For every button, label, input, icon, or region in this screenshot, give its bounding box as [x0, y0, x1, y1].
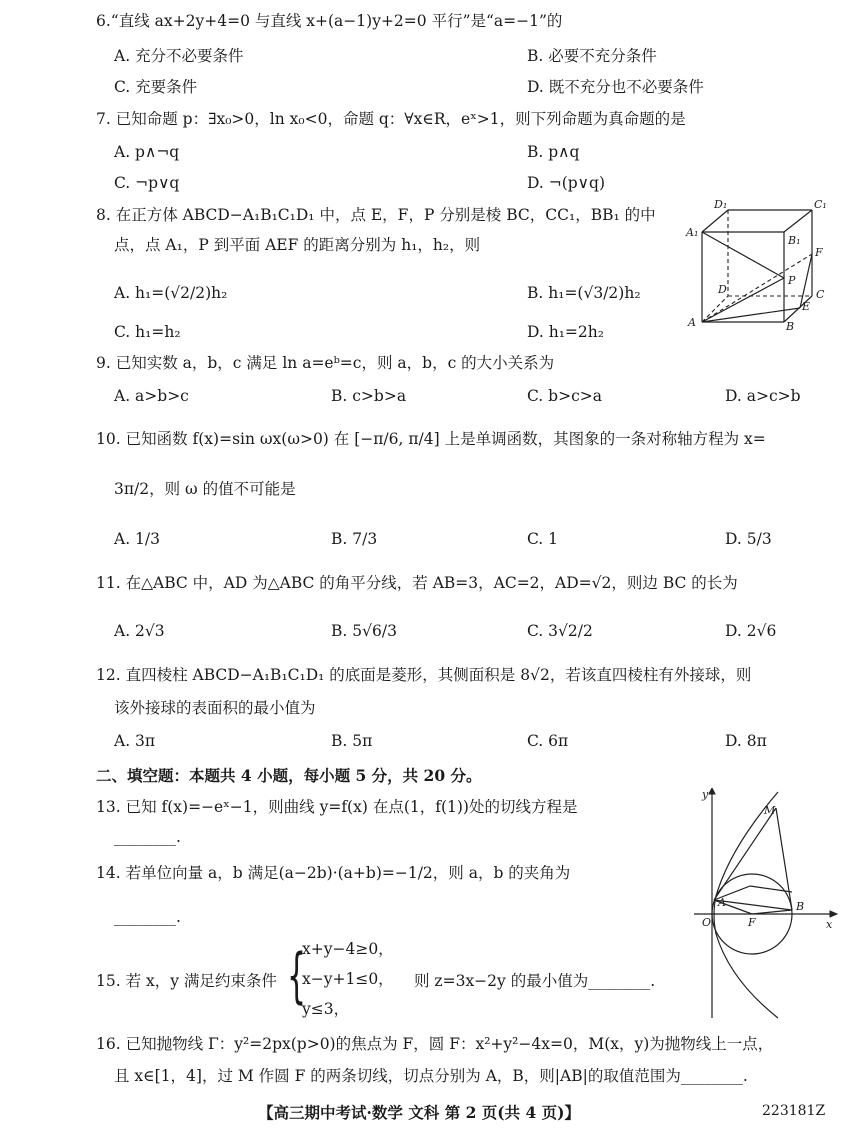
q6-option-d: D. 既不充分也不必要条件 [527, 78, 704, 96]
label-x: x [826, 918, 833, 931]
page-footer: 【高三期中考试·数学 文科 第 2 页(共 4 页)】 [258, 1103, 581, 1122]
q8-option-b: B. h₁=(√3/2)h₂ [527, 284, 641, 302]
paper-code: 223181Z [762, 1103, 826, 1119]
label-p: P [788, 274, 796, 287]
q11-option-a: A. 2√3 [114, 622, 165, 640]
q10-option-a: A. 1/3 [114, 530, 160, 548]
q8-stem-2: 点，点 A₁，P 到平面 AEF 的距离分别为 h₁，h₂，则 [114, 236, 481, 254]
q8-option-c: C. h₁=h₂ [114, 323, 181, 341]
q7-stem: 7. 已知命题 p：∃x₀>0，ln x₀<0，命题 q：∀x∈R，eˣ>1，则下列命题为真命题的是 [96, 110, 686, 128]
q9-option-a: A. a>b>c [114, 387, 189, 405]
q15-constraint-3: y≤3， [302, 1000, 350, 1018]
brace: { [287, 941, 307, 1011]
q15-prefix: 15. 若 x，y 满足约束条件 [96, 972, 277, 990]
label-a1: A₁ [686, 226, 699, 239]
q10-option-b: B. 7/3 [331, 530, 378, 548]
label-y: y [702, 788, 709, 801]
label-m: M [764, 804, 776, 817]
label-b2: B [796, 900, 805, 913]
label-c: C [816, 288, 825, 301]
q12-option-c: C. 6π [527, 732, 569, 750]
q7-option-a: A. p∧¬q [114, 143, 180, 161]
q16-stem-1: 16. 已知抛物线 Γ：y²=2px(p>0)的焦点为 F，圆 F：x²+y²−4x=0，M(x，y)为抛物线上一点， [96, 1035, 774, 1053]
parabola-figure [690, 788, 840, 1020]
label-d: D [718, 283, 727, 296]
q12-stem-2: 该外接球的表面积的最小值为 [114, 699, 316, 717]
q16-stem-2: 且 x∈[1，4]，过 M 作圆 F 的两条切线，切点分别为 A，B，则|AB|的取值范围为________. [114, 1067, 748, 1085]
label-b: B [786, 320, 795, 333]
q8-option-d: D. h₁=2h₂ [527, 323, 604, 341]
label-c1: C₁ [814, 198, 827, 211]
q10-option-d: D. 5/3 [725, 530, 772, 548]
q15-constraint-1: x+y−4≥0， [302, 940, 394, 958]
q7-option-d: D. ¬(p∨q) [527, 174, 605, 192]
q6-option-a: A. 充分不必要条件 [114, 47, 244, 65]
q11-stem: 11. 在△ABC 中，AD 为△ABC 的角平分线，若 AB=3，AC=2，AD=√2，则边 BC 的长为 [96, 574, 738, 592]
label-a2: A [718, 896, 726, 909]
cube-figure [684, 196, 834, 334]
q12-option-b: B. 5π [331, 732, 373, 750]
q14-stem: 14. 若单位向量 a，b 满足(a−2b)·(a+b)=−1/2，则 a，b 的夹角为 [96, 864, 571, 882]
q15-constraint-2: x−y+1≤0， [302, 970, 394, 988]
q9-option-d: D. a>c>b [725, 387, 801, 405]
q6-stem: 6.“直线 ax+2y+4=0 与直线 x+(a−1)y+2=0 平行”是“a=−1”的 [96, 12, 563, 30]
q11-option-b: B. 5√6/3 [331, 622, 397, 640]
q12-option-a: A. 3π [114, 732, 156, 750]
label-o: O [702, 916, 712, 929]
q12-stem-1: 12. 直四棱柱 ABCD−A₁B₁C₁D₁ 的底面是菱形，其侧面积是 8√2，若该直四棱柱有外接球，则 [96, 666, 752, 684]
q6-option-b: B. 必要不充分条件 [527, 47, 657, 65]
q10-stem-1: 10. 已知函数 f(x)=sin ωx(ω>0) 在 [−π/6, π/4] 上是单调函数，其图象的一条对称轴方程为 x= [96, 430, 766, 448]
q13-blank: ________. [114, 828, 181, 846]
q9-option-b: B. c>b>a [331, 387, 407, 405]
q11-option-d: D. 2√6 [725, 622, 777, 640]
label-a: A [688, 316, 696, 329]
q12-option-d: D. 8π [725, 732, 767, 750]
label-e: E [802, 300, 811, 313]
label-f2: F [748, 916, 756, 929]
q8-option-a: A. h₁=(√2/2)h₂ [114, 284, 228, 302]
q9-stem: 9. 已知实数 a，b，c 满足 ln a=eᵇ=c，则 a，b，c 的大小关系为 [96, 354, 555, 372]
q7-option-c: C. ¬p∨q [114, 174, 180, 192]
q10-stem-2: 3π/2，则 ω 的值不可能是 [114, 480, 296, 498]
q6-option-c: C. 充要条件 [114, 78, 198, 96]
label-f: F [815, 246, 823, 259]
label-d1: D₁ [714, 198, 728, 211]
q7-option-b: B. p∧q [527, 143, 580, 161]
section-heading: 二、填空题：本题共 4 小题，每小题 5 分，共 20 分。 [96, 766, 482, 785]
q10-option-c: C. 1 [527, 530, 559, 548]
q15-suffix: 则 z=3x−2y 的最小值为________. [414, 972, 656, 990]
q14-blank: ________. [114, 908, 181, 926]
q13-stem: 13. 已知 f(x)=−eˣ−1，则曲线 y=f(x) 在点(1，f(1))处的切线方程是 [96, 798, 578, 816]
q11-option-c: C. 3√2/2 [527, 622, 593, 640]
q9-option-c: C. b>c>a [527, 387, 602, 405]
q8-stem-1: 8. 在正方体 ABCD−A₁B₁C₁D₁ 中，点 E，F，P 分别是棱 BC，CC₁，BB₁ 的中 [96, 206, 656, 224]
label-b1: B₁ [788, 234, 801, 247]
